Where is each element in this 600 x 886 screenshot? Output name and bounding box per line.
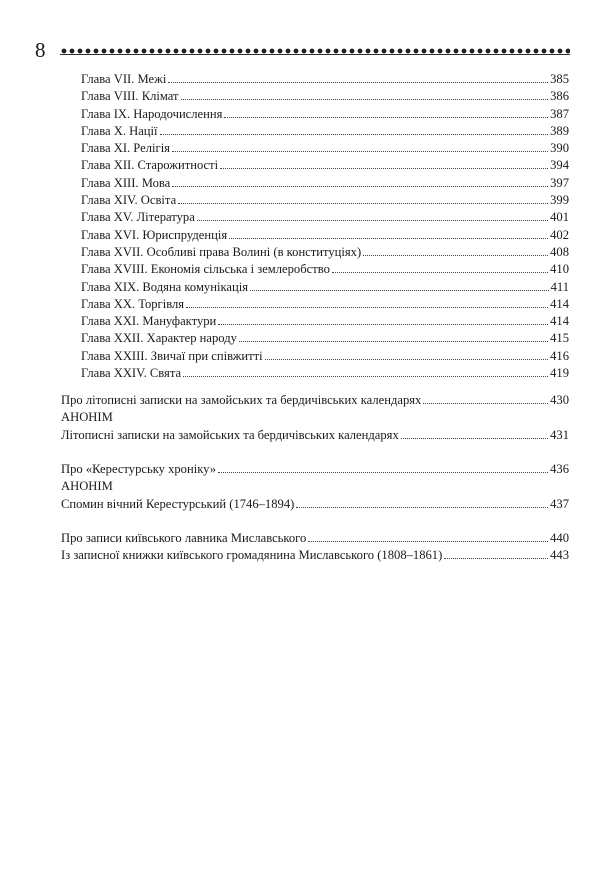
- chapter-entry: [61, 174, 569, 191]
- dot-leader: [160, 122, 549, 135]
- chapter-page: 401: [550, 210, 569, 225]
- chapter-title: Глава XXIII. Звичаї при співжитті: [81, 348, 263, 363]
- chapter-entry: [61, 139, 569, 156]
- chapter-title: Глава X. Нації: [81, 123, 158, 138]
- chapter-title: Глава XI. Релігія: [81, 141, 170, 156]
- toc-entry-page: 436: [550, 462, 569, 477]
- chapter-entry: [61, 87, 569, 104]
- chapter-title: Глава XII. Старожитності: [81, 158, 219, 173]
- chapter-title: Глава XIX. Водяна комунікація: [81, 279, 249, 294]
- chapter-title: Глава XVI. Юриспруденція: [81, 227, 228, 242]
- header-ornament: [60, 45, 570, 57]
- chapter-list: [61, 70, 569, 381]
- chapter-page: 408: [550, 244, 569, 259]
- chapter-entry: [61, 364, 569, 381]
- dot-leader: [308, 529, 548, 542]
- page-number: 8: [35, 38, 46, 62]
- toc-entry: [61, 391, 569, 408]
- dot-leader: [224, 105, 548, 118]
- chapter-page: 414: [550, 314, 569, 329]
- toc-entry-page: 440: [550, 531, 569, 546]
- chapter-page: 390: [550, 141, 569, 156]
- toc-entry-title: Із записної книжки київського громадянина Миславського (1808–1861): [61, 548, 443, 563]
- chapter-page: 414: [550, 296, 569, 311]
- chapter-title: Глава VIII. Клімат: [81, 89, 179, 104]
- chapter-entry: [61, 70, 569, 87]
- chapter-title: Глава XIV. Освіта: [81, 193, 177, 208]
- chapter-page: 410: [550, 262, 569, 277]
- chapter-entry: [61, 156, 569, 173]
- dot-leader: [172, 139, 548, 152]
- toc-entry: [61, 529, 569, 546]
- chapter-page: 389: [550, 123, 569, 138]
- dot-leader: [250, 278, 549, 291]
- chapter-entry: [61, 122, 569, 139]
- chapter-page: 387: [550, 106, 569, 121]
- chapter-entry: [61, 243, 569, 260]
- chapter-title: Глава VII. Межі: [81, 72, 167, 86]
- chapter-entry: [61, 278, 569, 295]
- toc-entry-page: 443: [550, 548, 569, 563]
- dot-leader: [423, 391, 548, 404]
- chapter-title: Глава XVIII. Економія сільська і землеробство: [81, 262, 330, 277]
- toc-entry-page: 431: [550, 427, 569, 442]
- toc-entry-title: Про «Керестурську хроніку»: [61, 462, 217, 477]
- chapter-title: Глава XXII. Характер народу: [81, 331, 237, 346]
- chapter-page: 402: [550, 227, 569, 242]
- chapter-page: 416: [550, 348, 569, 363]
- chapter-title: Глава XVII. Особливі права Волині (в конституціях): [81, 244, 362, 259]
- dot-leader: [401, 426, 548, 439]
- chapter-entry: [61, 105, 569, 122]
- chapter-title: Глава XXIV. Свята: [81, 366, 182, 381]
- dot-leader: [172, 174, 548, 187]
- toc-entry: [61, 546, 569, 563]
- chapter-page: 386: [550, 89, 569, 104]
- dot-leader: [168, 70, 548, 83]
- toc-entry-title: Літописні записки на замойських та бердичівських календарях: [61, 427, 399, 442]
- chapter-page: 415: [550, 331, 569, 346]
- chapter-page: 385: [550, 72, 569, 86]
- chapter-entry: [61, 260, 569, 277]
- author-heading: АНОНІМ: [61, 409, 113, 424]
- dot-leader: [229, 226, 548, 239]
- chapter-title: Глава IX. Народочислення: [81, 106, 223, 121]
- dot-leader: [218, 460, 548, 473]
- dot-leader: [197, 208, 548, 221]
- chapter-title: Глава XXI. Мануфактури: [81, 314, 217, 329]
- toc-entry-title: Спомин вічний Керестурський (1746–1894): [61, 496, 295, 511]
- dot-leader: [220, 156, 548, 169]
- chapter-page: 394: [550, 158, 569, 173]
- dot-leader: [332, 260, 548, 273]
- toc-entry-title: Про літописні записки на замойських та бердичівських календарях: [61, 393, 422, 408]
- toc-entry-page: 437: [550, 496, 569, 511]
- chapter-entry: [61, 329, 569, 346]
- dot-leader: [218, 312, 548, 325]
- toc-entry: [61, 426, 569, 443]
- dot-leader: [178, 191, 548, 204]
- chapter-page: 411: [550, 279, 569, 294]
- author-heading: АНОНІМ: [61, 478, 113, 493]
- dot-leader: [296, 495, 548, 508]
- chapter-entry: [61, 295, 569, 312]
- toc-entry-title: Про записи київського лавника Миславського: [61, 531, 307, 546]
- dot-leader: [265, 347, 548, 360]
- toc-entry-page: 430: [550, 393, 569, 408]
- chapter-entry: [61, 312, 569, 329]
- chapter-title: Глава XX. Торгівля: [81, 296, 185, 311]
- dot-leader: [363, 243, 548, 256]
- dot-leader: [181, 87, 549, 100]
- chapter-entry: [61, 208, 569, 225]
- dot-leader: [444, 546, 548, 559]
- dot-leader: [186, 295, 548, 308]
- chapter-page: 397: [550, 175, 569, 190]
- chapter-entry: [61, 191, 569, 208]
- chapter-entry: [61, 226, 569, 243]
- chapter-title: Глава XIII. Мова: [81, 175, 171, 190]
- chapter-page: 419: [550, 366, 569, 381]
- chapter-page: 399: [550, 193, 569, 208]
- chapter-title: Глава XV. Література: [81, 210, 195, 225]
- toc-entry: [61, 460, 569, 477]
- table-of-contents: [61, 70, 569, 564]
- chapter-entry: [61, 347, 569, 364]
- dot-leader: [239, 329, 548, 342]
- dot-leader: [183, 364, 548, 377]
- toc-entry: [61, 495, 569, 512]
